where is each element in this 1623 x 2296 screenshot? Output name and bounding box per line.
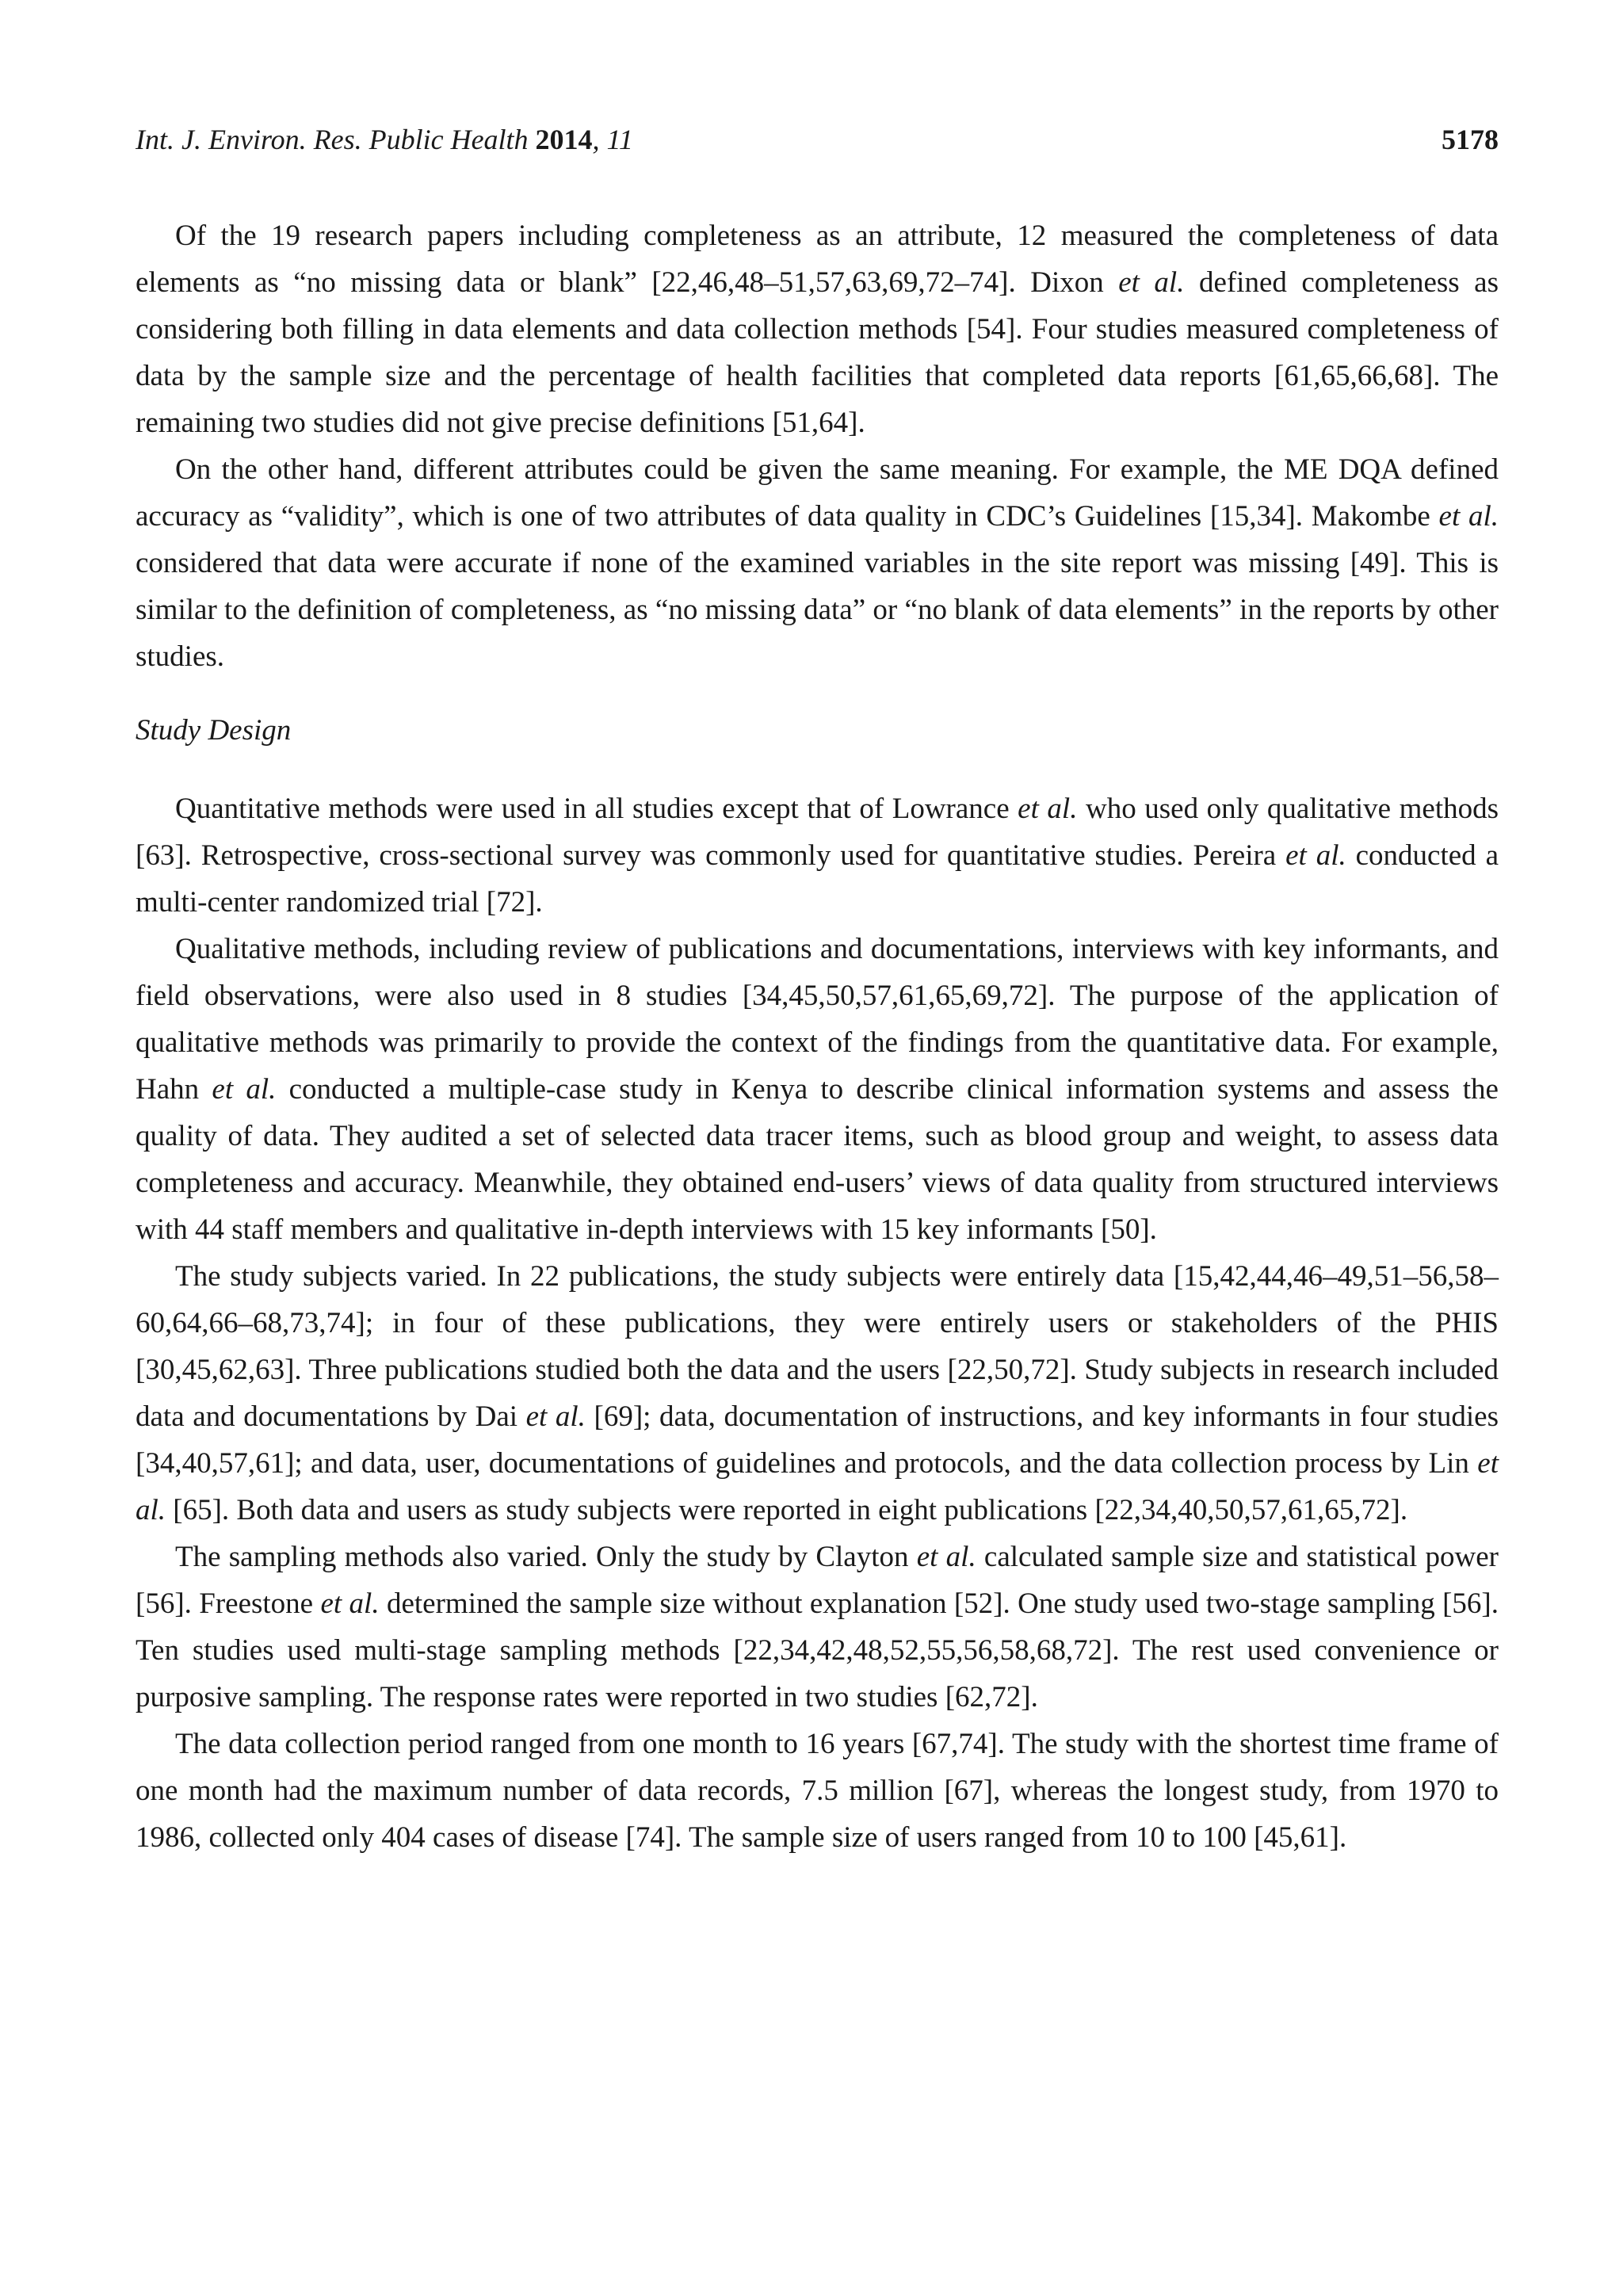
italic-run: et al. <box>1438 500 1499 533</box>
paragraph <box>136 785 1499 926</box>
running-header <box>136 117 1499 165</box>
italic-run: et al. <box>1118 266 1185 299</box>
text-run: Quantitative methods were used in all studies except that of Lowrance <box>175 793 1018 825</box>
text-run: conducted a multiple-case study in Kenya to describe clinical information systems and assess the quality of data. They audited a set of selected data tracer items, such as blood group and weight, to assess data completeness and accuracy. Meanwhile, they obtained end-users’ views of data quality from structured interviews with 44 staff members and qualitative in-depth interviews with 15 key informants [50]. <box>136 1073 1499 1246</box>
paragraph <box>136 1721 1499 1861</box>
italic-run: et al. <box>916 1541 976 1573</box>
text-run: calculated sample size and statistical power [56]. Freestone <box>136 1541 1499 1620</box>
italic-run: et al. <box>212 1073 277 1106</box>
text-run: The sampling methods also varied. Only the study by Clayton <box>175 1541 917 1573</box>
text-run: [69]; data, documentation of instructions, and key informants in four studies [34,40,57,61]; and data, user, documentations of guidelines and protocols, and the data collection process by Lin <box>136 1400 1499 1480</box>
text-run: defined completeness as considering both filling in data elements and data collection methods [54]. Four studies measured completeness of data by the sample size and the percentage of health facilities that completed data reports [61,65,66,68]. The remaining two studies did not give precise definitions [51,64]. <box>136 266 1499 439</box>
paragraph <box>136 446 1499 680</box>
journal-year: 2014 <box>535 124 593 155</box>
section-heading: Study Design <box>136 714 292 747</box>
text-run: Of the 19 research papers including completeness as an attribute, 12 measured the completeness of data elements as “no missing data or blank” [22,46,48–51,57,63,69,72–74]. Dixon <box>136 220 1499 299</box>
text-run: [65]. Both data and users as study subjects were reported in eight publications [22,34,40,50,57,61,65,72]. <box>166 1494 1408 1526</box>
page-number: 5178 <box>1442 124 1499 155</box>
paragraph <box>136 926 1499 1253</box>
italic-run: et al. <box>525 1400 586 1433</box>
paragraph <box>136 1534 1499 1721</box>
text-run: who used only qualitative methods [63]. Retrospective, cross-sectional survey was commonly used for quantitative studies. Pereira <box>136 793 1499 872</box>
text-run: The data collection period ranged from one month to 16 years [67,74]. The study with the shortest time frame of one month had the maximum number of data records, 7.5 million [67], whereas the longest study, from 1970 to 1986, collected only 404 cases of disease [74]. The sample size of users ranged from 10 to 100 [45,61]. <box>136 1728 1499 1854</box>
italic-run: et al. <box>1285 839 1346 872</box>
paragraph <box>136 1253 1499 1534</box>
page <box>136 117 1499 1861</box>
text-run: considered that data were accurate if none of the examined variables in the site report was missing [49]. This is similar to the definition of completeness, as “no missing data” or “no blank of data elements” in the reports by other studies. <box>136 547 1499 673</box>
italic-run: et al. <box>320 1587 380 1620</box>
text-run: On the other hand, different attributes could be given the same meaning. For example, the ME DQA defined accuracy as “validity”, which is one of two attributes of data quality in CDC’s Guidelines [15,34]. Makombe <box>136 453 1499 533</box>
text-run: The study subjects varied. In 22 publications, the study subjects were entirely data [15,42,44,46–49,51–56,58–60,64,66–68,73,74]; in four of these publications, they were entirely users or stakeholders of the PHIS [30,45,62,63]. Three publications studied both the data and the users [22,50,72]. Study subjects in research included data and documentations by Dai <box>136 1260 1499 1433</box>
text-run: Qualitative methods, including review of publications and documentations, interviews with key informants, and field observations, were also used in 8 studies [34,45,50,57,61,65,69,72]. The purpose of the application of qualitative methods was primarily to provide the context of the findings from the quantitative data. For example, Hahn <box>136 933 1499 1106</box>
italic-run: et al. <box>136 1447 1499 1526</box>
text-run: determined the sample size without explanation [52]. One study used two-stage sampling [56]. Ten studies used multi-stage sampling methods [22,34,42,48,52,55,56,58,68,72]. The rest used convenience or purposive sampling. The response rates were reported in two studies [62,72]. <box>136 1587 1499 1713</box>
journal-citation: Int. J. Environ. Res. Public Health 2014, 11 <box>136 124 633 155</box>
italic-run: et al. <box>1018 793 1078 825</box>
body-text-study-design <box>136 785 1499 1861</box>
text-run: conducted a multi-center randomized trial [72]. <box>136 839 1499 919</box>
paragraph <box>136 212 1499 446</box>
journal-volume: 11 <box>606 124 633 155</box>
body-text-top <box>136 212 1499 680</box>
journal-name: Int. J. Environ. Res. Public Health <box>136 124 529 155</box>
